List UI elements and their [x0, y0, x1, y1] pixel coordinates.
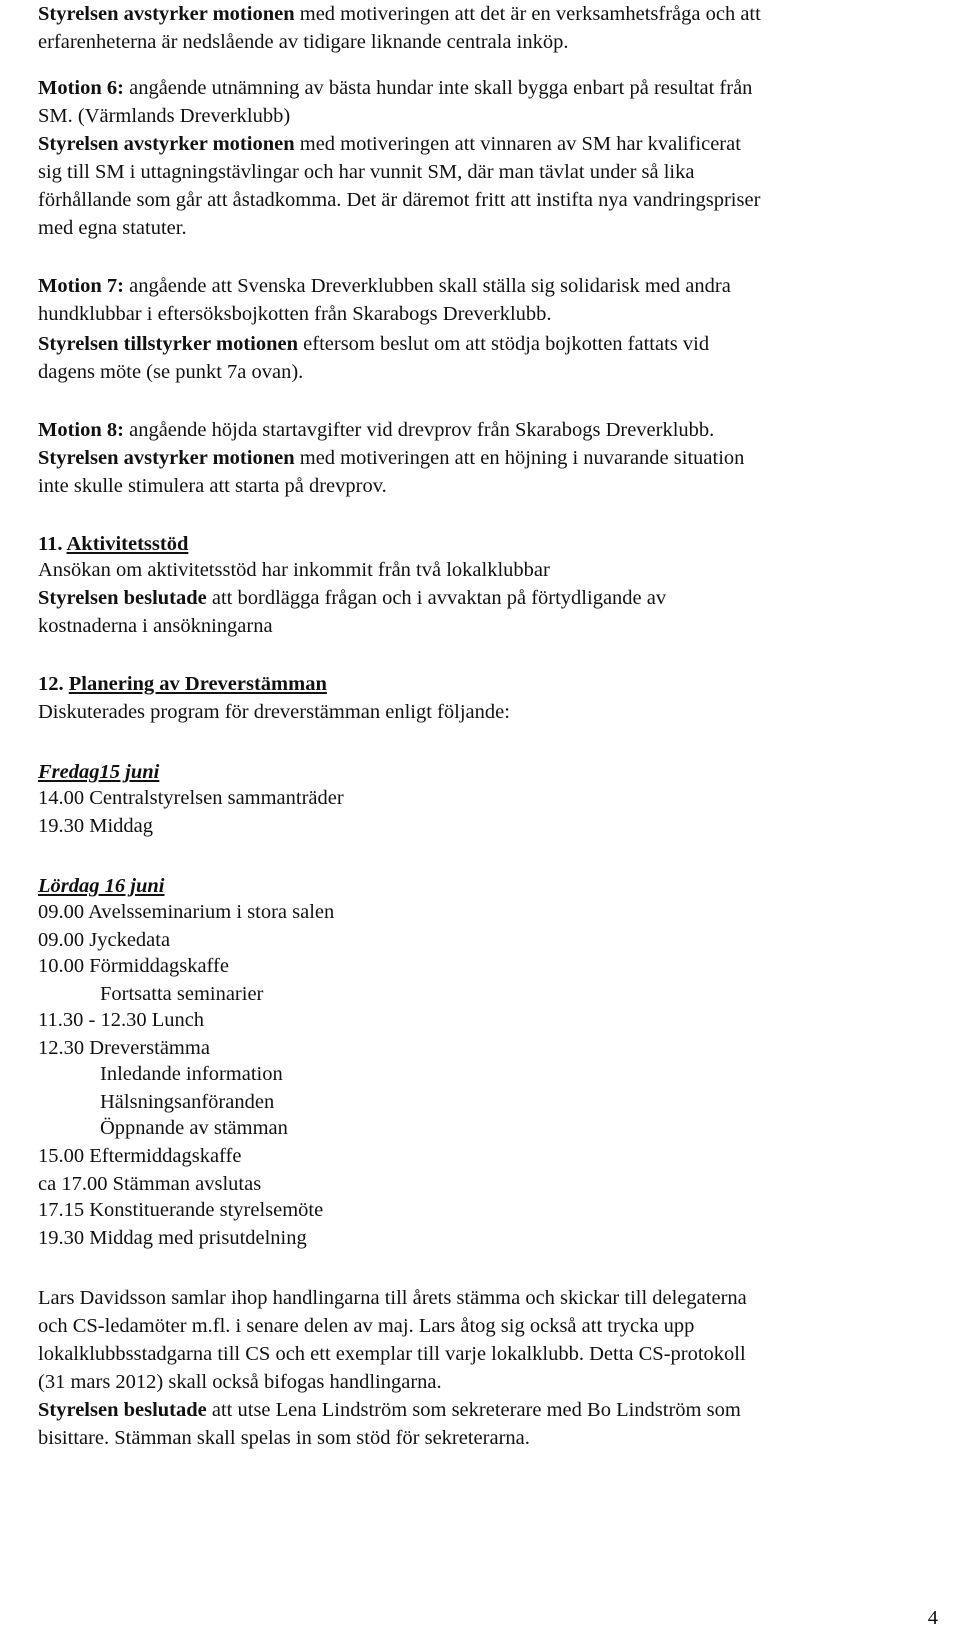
line-text: och CS-ledamöter m.fl. i senare delen av maj. Lars åtog sig också att trycka upp [38, 1315, 695, 1337]
line-text: bisittare. Stämman skall spelas in som stöd för sekreterarna. [38, 1427, 530, 1449]
line-text: 11.30 - 12.30 Lunch [38, 1009, 205, 1031]
line-text: eftersom beslut om att stödja bojkotten fattats vid [298, 333, 710, 355]
section-heading: Planering av Dreverstämman [68, 673, 327, 695]
section-heading: Aktivitetsstöd [66, 533, 189, 555]
text-line [38, 0, 761, 28]
text-line [38, 612, 273, 640]
bold-lead: Styrelsen avstyrker motionen [38, 133, 295, 155]
text-line [100, 1060, 283, 1088]
line-text: 12.30 Dreverstämma [38, 1037, 210, 1059]
line-text: Inledande information [100, 1063, 283, 1085]
line-text: 10.00 Förmiddagskaffe [38, 955, 229, 977]
text-line [38, 926, 170, 954]
day-heading: Lördag 16 juni [38, 875, 165, 897]
text-line [100, 1114, 288, 1142]
text-line [38, 130, 741, 158]
line-text: inte skulle stimulera att starta på drevprov. [38, 475, 387, 497]
text-line [38, 300, 552, 328]
line-text: 15.00 Eftermiddagskaffe [38, 1145, 242, 1167]
text-line [38, 416, 714, 444]
text-line [38, 1170, 261, 1198]
line-text: sig till SM i uttagningstävlingar och har vunnit SM, där man tävlat under så lika [38, 161, 695, 183]
line-text: 14.00 Centralstyrelsen sammanträder [38, 787, 344, 809]
text-line [38, 214, 187, 242]
text-line [38, 1368, 442, 1396]
line-text: erfarenheterna är nedslående av tidigare liknande centrala inköp. [38, 31, 569, 53]
line-text: kostnaderna i ansökningarna [38, 615, 273, 637]
line-text: hundklubbar i eftersöksbojkotten från Skarabogs Dreverklubb. [38, 303, 552, 325]
text-line [38, 898, 334, 926]
text-line [38, 1034, 210, 1062]
line-text: angående att Svenska Dreverklubben skall ställa sig solidarisk med andra [123, 275, 731, 297]
text-line [38, 784, 344, 812]
text-line [38, 330, 709, 358]
text-line [38, 1340, 746, 1368]
text-line [38, 74, 752, 102]
text-line [38, 186, 760, 214]
line-text: med motiveringen att det är en verksamhetsfråga och att [294, 3, 761, 25]
text-line [38, 698, 510, 726]
page-number: 4 [927, 1607, 938, 1629]
line-text: förhållande som går att åstadkomma. Det är däremot fritt att instifta nya vandringspriser [38, 189, 761, 211]
line-text: 09.00 Avelsseminarium i stora salen [38, 901, 335, 923]
line-text: Fortsatta seminarier [100, 983, 264, 1005]
line-text: att utse Lena Lindström som sekreterare med Bo Lindström som [206, 1399, 741, 1421]
line-text: lokalklubbsstadgarna till CS och ett exemplar till varje lokalklubb. Detta CS-protokoll [38, 1343, 746, 1365]
bold-lead: Styrelsen beslutade [38, 1399, 207, 1421]
line-text: med motiveringen att en höjning i nuvarande situation [294, 447, 745, 469]
day-heading: Fredag15 juni [38, 761, 160, 783]
text-line [38, 556, 550, 584]
text-line [38, 1196, 323, 1224]
line-text: Öppnande av stämman [100, 1117, 288, 1139]
line-text: Lars Davidsson samlar ihop handlingarna till årets stämma och skickar till delegaterna [38, 1287, 747, 1309]
text-line [38, 530, 188, 558]
line-text: med egna statuter. [38, 217, 187, 239]
bold-lead: Motion 8: [38, 419, 124, 441]
bold-lead: Styrelsen avstyrker motionen [38, 447, 295, 469]
text-line [38, 1224, 307, 1252]
line-text: ca 17.00 Stämman avslutas [38, 1173, 262, 1195]
line-text: Ansökan om aktivitetsstöd har inkommit från två lokalklubbar [38, 559, 550, 581]
line-text: Diskuterades program för dreverstämman enligt följande: [38, 701, 510, 723]
text-line [38, 1396, 741, 1424]
text-line [38, 872, 164, 900]
text-line [38, 1424, 530, 1452]
line-text: 17.15 Konstituerande styrelsemöte [38, 1199, 324, 1221]
text-line [100, 980, 263, 1008]
text-line [38, 952, 229, 980]
bold-lead: Motion 6: [38, 77, 124, 99]
text-line [38, 472, 387, 500]
text-line [38, 758, 159, 786]
text-line [38, 1284, 747, 1312]
text-line [38, 670, 327, 698]
text-line [38, 272, 731, 300]
text-line [38, 102, 290, 130]
text-line [38, 1142, 241, 1170]
bold-lead: Styrelsen tillstyrker motionen [38, 333, 299, 355]
line-text: 19.30 Middag med prisutdelning [38, 1227, 307, 1249]
text-line [38, 358, 303, 386]
text-line [38, 1312, 694, 1340]
line-text: angående höjda startavgifter vid drevprov från Skarabogs Dreverklubb. [123, 419, 715, 441]
line-text: 09.00 Jyckedata [38, 929, 171, 951]
section-number: 11. [38, 533, 67, 555]
text-line [38, 444, 744, 472]
section-number: 12. [38, 673, 69, 695]
line-text: SM. (Värmlands Dreverklubb) [38, 105, 291, 127]
text-line [100, 1088, 274, 1116]
line-text: angående utnämning av bästa hundar inte skall bygga enbart på resultat från [123, 77, 753, 99]
bold-lead: Styrelsen beslutade [38, 587, 207, 609]
line-text: att bordlägga frågan och i avvaktan på förtydligande av [206, 587, 667, 609]
line-text: Hälsningsanföranden [100, 1091, 275, 1113]
bold-lead: Motion 7: [38, 275, 124, 297]
text-line [38, 28, 568, 56]
line-text: 19.30 Middag [38, 815, 154, 837]
line-text: dagens möte (se punkt 7a ovan). [38, 361, 304, 383]
bold-lead: Styrelsen avstyrker motionen [38, 3, 295, 25]
text-line [38, 812, 153, 840]
text-line [38, 1006, 204, 1034]
text-line [38, 584, 666, 612]
text-line [38, 158, 694, 186]
line-text: (31 mars 2012) skall också bifogas handlingarna. [38, 1371, 442, 1393]
line-text: med motiveringen att vinnaren av SM har kvalificerat [294, 133, 741, 155]
